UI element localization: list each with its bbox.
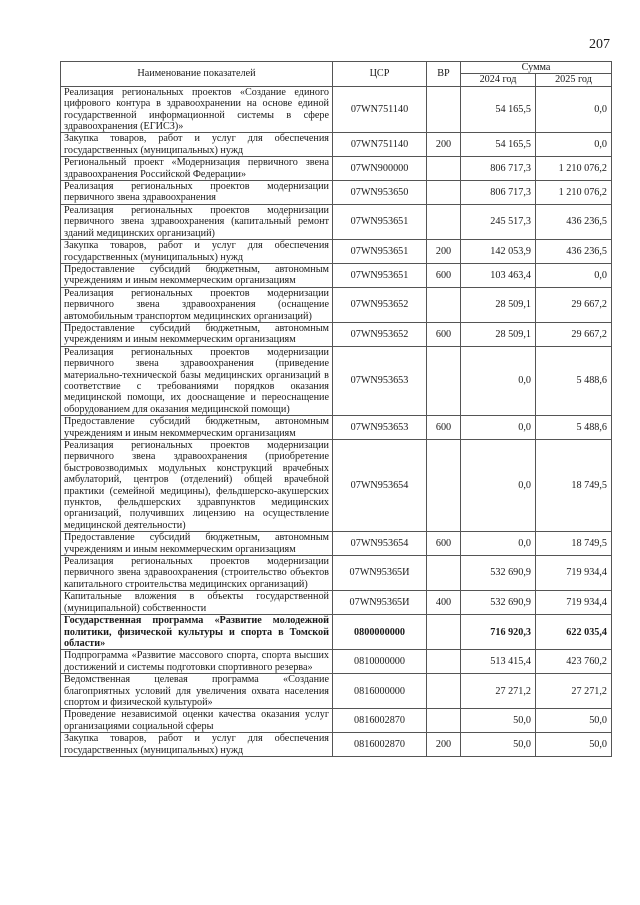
row-name-cell: Предоставление субсидий бюджетным, автономным учреждениям и иным некоммерческим организациям (61, 263, 333, 287)
row-sum-2024-cell: 28 509,1 (461, 322, 536, 346)
table-row (61, 204, 612, 239)
row-vr-cell: 400 (427, 591, 461, 615)
row-vr-cell (427, 157, 461, 181)
row-sum-2024-cell: 50,0 (461, 733, 536, 757)
table-row (61, 650, 612, 674)
row-vr-cell (427, 556, 461, 591)
row-vr-cell (427, 86, 461, 133)
header-name: Наименование показателей (61, 62, 333, 87)
table-row (61, 86, 612, 133)
row-name-cell: Реализация региональных проектов модернизации первичного звена здравоохранения (капитальный ремонт зданий медицинских организаций) (61, 204, 333, 239)
row-sum-2025-cell: 18 749,5 (536, 440, 612, 532)
row-sum-2024-cell: 0,0 (461, 440, 536, 532)
row-name-cell: Подпрограмма «Развитие массового спорта, спорта высших достижений и системы подготовки спортивного резерва» (61, 650, 333, 674)
row-sum-2025-cell: 436 236,5 (536, 204, 612, 239)
table-row (61, 733, 612, 757)
row-csr-cell: 07WN953651 (333, 240, 427, 264)
row-sum-2025-cell: 1 210 076,2 (536, 181, 612, 205)
row-vr-cell: 600 (427, 532, 461, 556)
row-vr-cell: 200 (427, 240, 461, 264)
row-name-cell: Реализация региональных проектов модернизации первичного звена здравоохранения (61, 181, 333, 205)
row-name-cell: Предоставление субсидий бюджетным, автономным учреждениям и иным некоммерческим организациям (61, 322, 333, 346)
row-name-cell: Предоставление субсидий бюджетным, автономным учреждениям и иным некоммерческим организациям (61, 416, 333, 440)
row-name-cell: Государственная программа «Развитие молодежной политики, физической культуры и спорта в Томской области» (61, 615, 333, 650)
row-sum-2024-cell: 532 690,9 (461, 556, 536, 591)
row-vr-cell (427, 287, 461, 322)
row-csr-cell: 07WN953653 (333, 416, 427, 440)
row-sum-2025-cell: 622 035,4 (536, 615, 612, 650)
row-name-cell: Реализация региональных проектов модернизации первичного звена здравоохранения (приобретение быстровозводимых модульных конструкций врачебных амбулаторий, центров (отделений) общей врачебной практики (семейной медицины), фельдшерско-акушерских пунктов, фельдшерских здравпунктов медицинских организаций, получивших лицензию на осуществление медицинской деятельности) (61, 440, 333, 532)
row-name-cell: Региональный проект «Модернизация первичного звена здравоохранения Российской Федерации» (61, 157, 333, 181)
row-csr-cell: 0816000000 (333, 674, 427, 709)
row-sum-2025-cell: 0,0 (536, 86, 612, 133)
table-row (61, 591, 612, 615)
row-sum-2024-cell: 103 463,4 (461, 263, 536, 287)
table-body (61, 86, 612, 756)
row-csr-cell: 07WN953654 (333, 440, 427, 532)
header-vr: ВР (427, 62, 461, 87)
row-vr-cell (427, 440, 461, 532)
row-csr-cell: 07WN751140 (333, 133, 427, 157)
row-name-cell: Реализация региональных проектов модернизации первичного звена здравоохранения (приведение материально-технической базы медицинских организаций в соответствие с требованиями порядков оказания медицинской помощи, их дооснащение и переоснащение оборудованием для оказания медицинской помощи) (61, 346, 333, 415)
row-sum-2025-cell: 50,0 (536, 733, 612, 757)
row-sum-2024-cell: 142 053,9 (461, 240, 536, 264)
row-sum-2024-cell: 0,0 (461, 416, 536, 440)
row-sum-2025-cell: 50,0 (536, 709, 612, 733)
row-csr-cell: 07WN953651 (333, 263, 427, 287)
header-year-2024: 2024 год (461, 74, 536, 86)
row-sum-2024-cell: 806 717,3 (461, 181, 536, 205)
row-vr-cell: 600 (427, 322, 461, 346)
row-sum-2025-cell: 719 934,4 (536, 591, 612, 615)
row-name-cell: Закупка товаров, работ и услуг для обеспечения государственных (муниципальных) нужд (61, 733, 333, 757)
row-name-cell: Проведение независимой оценки качества оказания услуг организациями социальной сферы (61, 709, 333, 733)
row-csr-cell: 07WN953654 (333, 532, 427, 556)
row-sum-2024-cell: 54 165,5 (461, 86, 536, 133)
row-csr-cell: 0810000000 (333, 650, 427, 674)
row-vr-cell (427, 709, 461, 733)
header-sum: Сумма (461, 62, 612, 74)
row-vr-cell: 600 (427, 263, 461, 287)
row-sum-2025-cell: 0,0 (536, 133, 612, 157)
header-csr: ЦСР (333, 62, 427, 87)
row-csr-cell: 07WN95365И (333, 591, 427, 615)
table-row (61, 263, 612, 287)
row-csr-cell: 07WN953652 (333, 322, 427, 346)
table-row (61, 440, 612, 532)
row-vr-cell (427, 204, 461, 239)
row-sum-2025-cell: 29 667,2 (536, 322, 612, 346)
row-csr-cell: 0800000000 (333, 615, 427, 650)
row-sum-2025-cell: 27 271,2 (536, 674, 612, 709)
row-vr-cell: 200 (427, 733, 461, 757)
row-sum-2024-cell: 513 415,4 (461, 650, 536, 674)
row-sum-2024-cell: 532 690,9 (461, 591, 536, 615)
row-csr-cell: 07WN953651 (333, 204, 427, 239)
table-row (61, 181, 612, 205)
table-row (61, 240, 612, 264)
row-sum-2025-cell: 1 210 076,2 (536, 157, 612, 181)
table-row (61, 615, 612, 650)
row-sum-2024-cell: 28 509,1 (461, 287, 536, 322)
row-sum-2025-cell: 719 934,4 (536, 556, 612, 591)
table-row (61, 556, 612, 591)
table-row (61, 322, 612, 346)
header-year-2025: 2025 год (536, 74, 612, 86)
row-vr-cell: 200 (427, 133, 461, 157)
row-vr-cell (427, 615, 461, 650)
row-vr-cell (427, 674, 461, 709)
table-row (61, 287, 612, 322)
row-name-cell: Капитальные вложения в объекты государственной (муниципальной) собственности (61, 591, 333, 615)
row-sum-2024-cell: 806 717,3 (461, 157, 536, 181)
row-csr-cell: 0816002870 (333, 733, 427, 757)
table-row (61, 674, 612, 709)
row-name-cell: Реализация региональных проектов «Создание единого цифрового контура в здравоохранении на основе единой государственной информационной системы в сфере здравоохранения (ЕГИСЗ)» (61, 86, 333, 133)
row-sum-2025-cell: 423 760,2 (536, 650, 612, 674)
row-name-cell: Ведомственная целевая программа «Создание благоприятных условий для увеличения охвата населения спортом и физической культурой» (61, 674, 333, 709)
row-name-cell: Реализация региональных проектов модернизации первичного звена здравоохранения (строительство объектов капитального строительства медицинских организаций) (61, 556, 333, 591)
row-sum-2024-cell: 716 920,3 (461, 615, 536, 650)
table-row (61, 157, 612, 181)
row-sum-2025-cell: 29 667,2 (536, 287, 612, 322)
row-csr-cell: 07WN900000 (333, 157, 427, 181)
table-row (61, 133, 612, 157)
row-sum-2025-cell: 436 236,5 (536, 240, 612, 264)
row-sum-2024-cell: 27 271,2 (461, 674, 536, 709)
budget-table (60, 61, 612, 757)
row-csr-cell: 0816002870 (333, 709, 427, 733)
row-sum-2024-cell: 0,0 (461, 532, 536, 556)
page-number: 207 (589, 37, 610, 52)
row-sum-2024-cell: 54 165,5 (461, 133, 536, 157)
row-sum-2025-cell: 0,0 (536, 263, 612, 287)
row-vr-cell (427, 650, 461, 674)
table-row (61, 532, 612, 556)
table-row (61, 416, 612, 440)
row-vr-cell (427, 346, 461, 415)
row-name-cell: Реализация региональных проектов модернизации первичного звена здравоохранения (оснащение автомобильным транспортом медицинских организаций) (61, 287, 333, 322)
row-sum-2024-cell: 50,0 (461, 709, 536, 733)
row-sum-2025-cell: 5 488,6 (536, 416, 612, 440)
row-sum-2024-cell: 0,0 (461, 346, 536, 415)
row-sum-2025-cell: 5 488,6 (536, 346, 612, 415)
row-vr-cell: 600 (427, 416, 461, 440)
row-name-cell: Предоставление субсидий бюджетным, автономным учреждениям и иным некоммерческим организациям (61, 532, 333, 556)
row-csr-cell: 07WN751140 (333, 86, 427, 133)
table-row (61, 346, 612, 415)
row-csr-cell: 07WN95365И (333, 556, 427, 591)
table-header (61, 62, 612, 87)
row-sum-2025-cell: 18 749,5 (536, 532, 612, 556)
row-csr-cell: 07WN953653 (333, 346, 427, 415)
row-name-cell: Закупка товаров, работ и услуг для обеспечения государственных (муниципальных) нужд (61, 133, 333, 157)
row-name-cell: Закупка товаров, работ и услуг для обеспечения государственных (муниципальных) нужд (61, 240, 333, 264)
row-vr-cell (427, 181, 461, 205)
row-csr-cell: 07WN953650 (333, 181, 427, 205)
row-sum-2024-cell: 245 517,3 (461, 204, 536, 239)
row-csr-cell: 07WN953652 (333, 287, 427, 322)
table-row (61, 709, 612, 733)
